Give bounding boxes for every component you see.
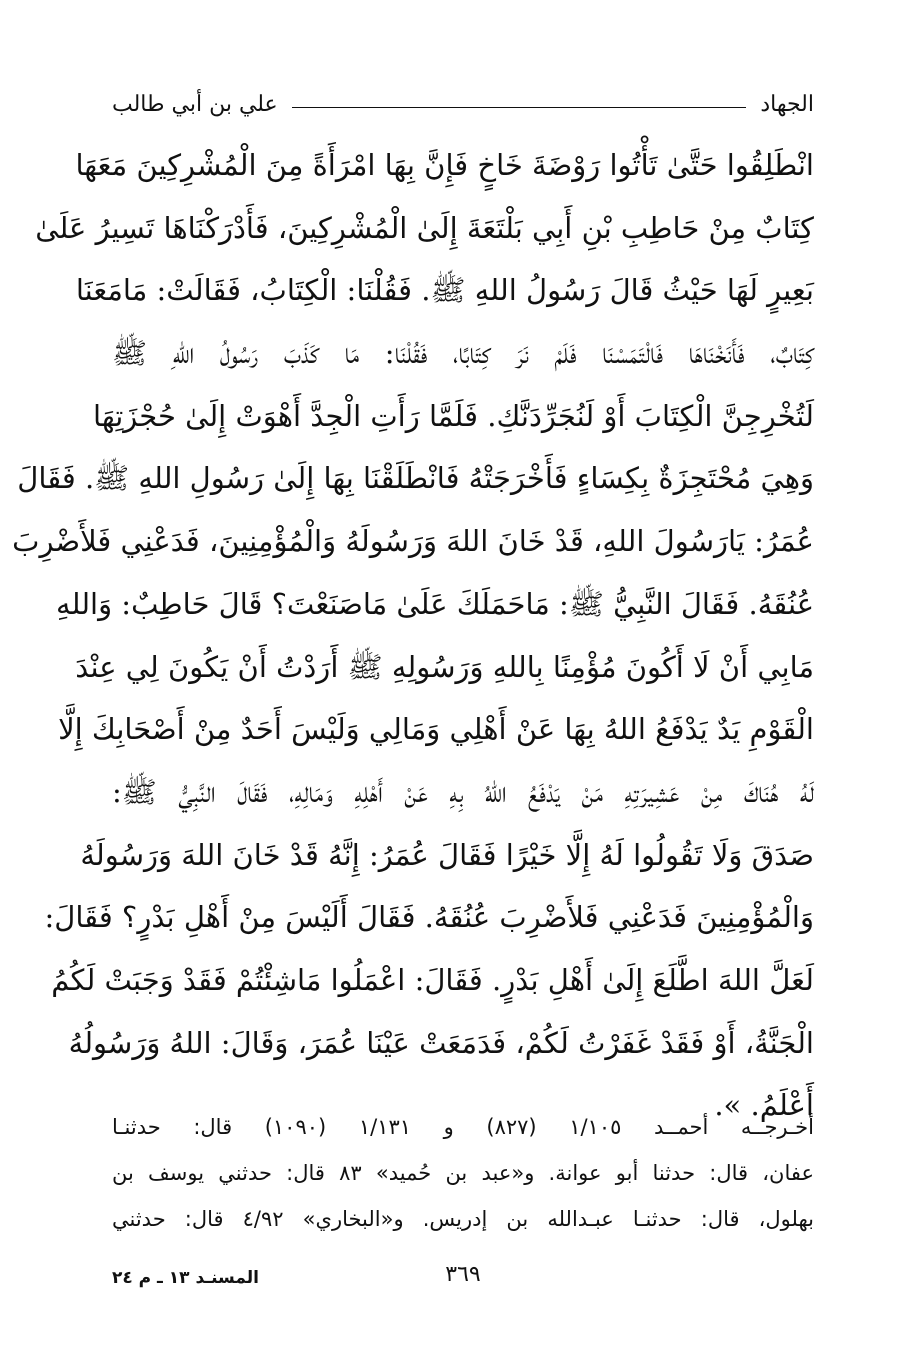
- text-line: وَالْمُؤْمِنِينَ فَدَعْنِي فَلأَضْرِبَ عُنُقَهُ. فَقَالَ أَلَيْسَ مِنْ أَهْلِ بَدْرٍ؟ فَقَالَ:: [44, 900, 814, 935]
- text-line: صَدَقَ وَلَا تَقُولُوا لَهُ إِلَّا خَيْرًا فَقَالَ عُمَرُ: إِنَّهُ قَدْ خَانَ اللهَ وَرَسُولَهُ: [80, 837, 814, 872]
- page-number: ٣٦٩: [445, 1262, 481, 1287]
- printer-signature: المسنـد ١٣ ـ م ٢٤: [112, 1268, 259, 1288]
- text-line: لَهُ هُنَاكَ مِنْ عَشِيرَتِهِ مَنْ يَدْفَعُ اللهُ بِهِ عَنْ أَهْلِهِ وَمَالِهِ، فَقَالَ النَّبِيُّ ﷺ:: [112, 774, 814, 809]
- footnote-line: بهلول، قال: حدثنـا عبـدالله بن إدريس. و«البخاري» ٤/٩٢ قال: حدثني: [112, 1207, 814, 1231]
- text-line: الْقَوْمِ يَدٌ يَدْفَعُ اللهُ بِهَا عَنْ أَهْلِي وَمَالِي وَلَيْسَ أَحَدٌ مِنْ أَصْحَابِكَ إِلَّا: [58, 712, 814, 747]
- text-line: لَعَلَّ اللهَ اطَّلَعَ إِلَىٰ أَهْلِ بَدْرٍ. فَقَالَ: اعْمَلُوا مَاشِئْتُمْ فَقَدْ وَجَبَتْ لَكُمُ: [51, 962, 814, 997]
- footnote-line: عفان، قال: حدثنا أبو عوانة. و«عبد بن حُميد» ٨٣ قال: حدثني يوسف بن: [112, 1161, 814, 1185]
- text-line: الْجَنَّةُ، أَوْ فَقَدْ غَفَرْتُ لَكُمْ، فَدَمَعَتْ عَيْنَا عُمَرَ، وَقَالَ: اللهُ وَرَسُولُهُ: [68, 1025, 814, 1060]
- text-line: كِتَابٌ، فَأَنَخْنَاهَا فَالْتَمَسْنَا فَلَمْ نَرَ كِتَابًا، فَقُلْنَا: مَا كَذَبَ رَسُولُ اللهِ ﷺ: [112, 336, 814, 371]
- footnote-block: [112, 1104, 814, 1242]
- text-line: مَابِي أَنْ لَا أَكُونَ مُؤْمِنًا بِاللهِ وَرَسُولِهِ ﷺ أَرَدْتُ أَنْ يَكُونَ لِي عِنْدَ: [75, 649, 814, 684]
- text-line-last: أَعْلَمُ. ».: [714, 1088, 814, 1123]
- main-text-block: [12, 134, 814, 1137]
- text-line: بَعِيرٍ لَهَا حَيْثُ قَالَ رَسُولُ اللهِ ﷺ. فَقُلْنَا: الْكِتَابُ، فَقَالَتْ: مَامَعَنَا: [75, 273, 814, 308]
- text-line: لَتُخْرِجِنَّ الْكِتَابَ أَوْ لَنُجَرِّدَنَّكِ. فَلَمَّا رَأَتِ الْجِدَّ أَهْوَتْ إِلَىٰ حُجْزَتِهَا: [93, 398, 814, 433]
- text-line: وَهِيَ مُحْتَجِزَةٌ بِكِسَاءٍ فَأَخْرَجَتْهُ فَانْطَلَقْنَا بِهَا إِلَىٰ رَسُولِ اللهِ ﷺ. فَقَالَ: [17, 461, 814, 496]
- text-line: انْطَلِقُوا حَتَّىٰ تَأْتُوا رَوْضَةَ خَاخٍ فَإِنَّ بِهَا امْرَأَةً مِنَ الْمُشْرِكِينَ مَعَهَا: [75, 148, 814, 182]
- page-footer: [112, 1262, 814, 1298]
- footnote-line: أخـرجــه أحمــد ١/١٠٥ (٨٢٧) و ١/١٣١ (١٠٩٠) قال: حدثنـا: [112, 1115, 814, 1139]
- header-section-title: الجهاد: [760, 91, 814, 117]
- header-rule: [292, 107, 747, 108]
- text-line: عُنُقَهُ. فَقَالَ النَّبِيُّ ﷺ: مَاحَمَلَكَ عَلَىٰ مَاصَنَعْتَ؟ قَالَ حَاطِبٌ: وَاللهِ: [56, 586, 814, 621]
- header-chapter-title: علي بن أبي طالب: [112, 91, 278, 117]
- running-header: [112, 84, 814, 124]
- text-line: كِتَابٌ مِنْ حَاطِبِ بْنِ أَبِي بَلْتَعَةَ إِلَىٰ الْمُشْرِكِينَ، فَأَدْرَكْنَاهَا تَسِيرُ عَلَىٰ: [35, 210, 814, 245]
- text-line: عُمَرُ: يَارَسُولَ اللهِ، قَدْ خَانَ اللهَ وَرَسُولَهُ وَالْمُؤْمِنِينَ، فَدَعْنِي فَلأَضْرِبَ: [12, 524, 814, 559]
